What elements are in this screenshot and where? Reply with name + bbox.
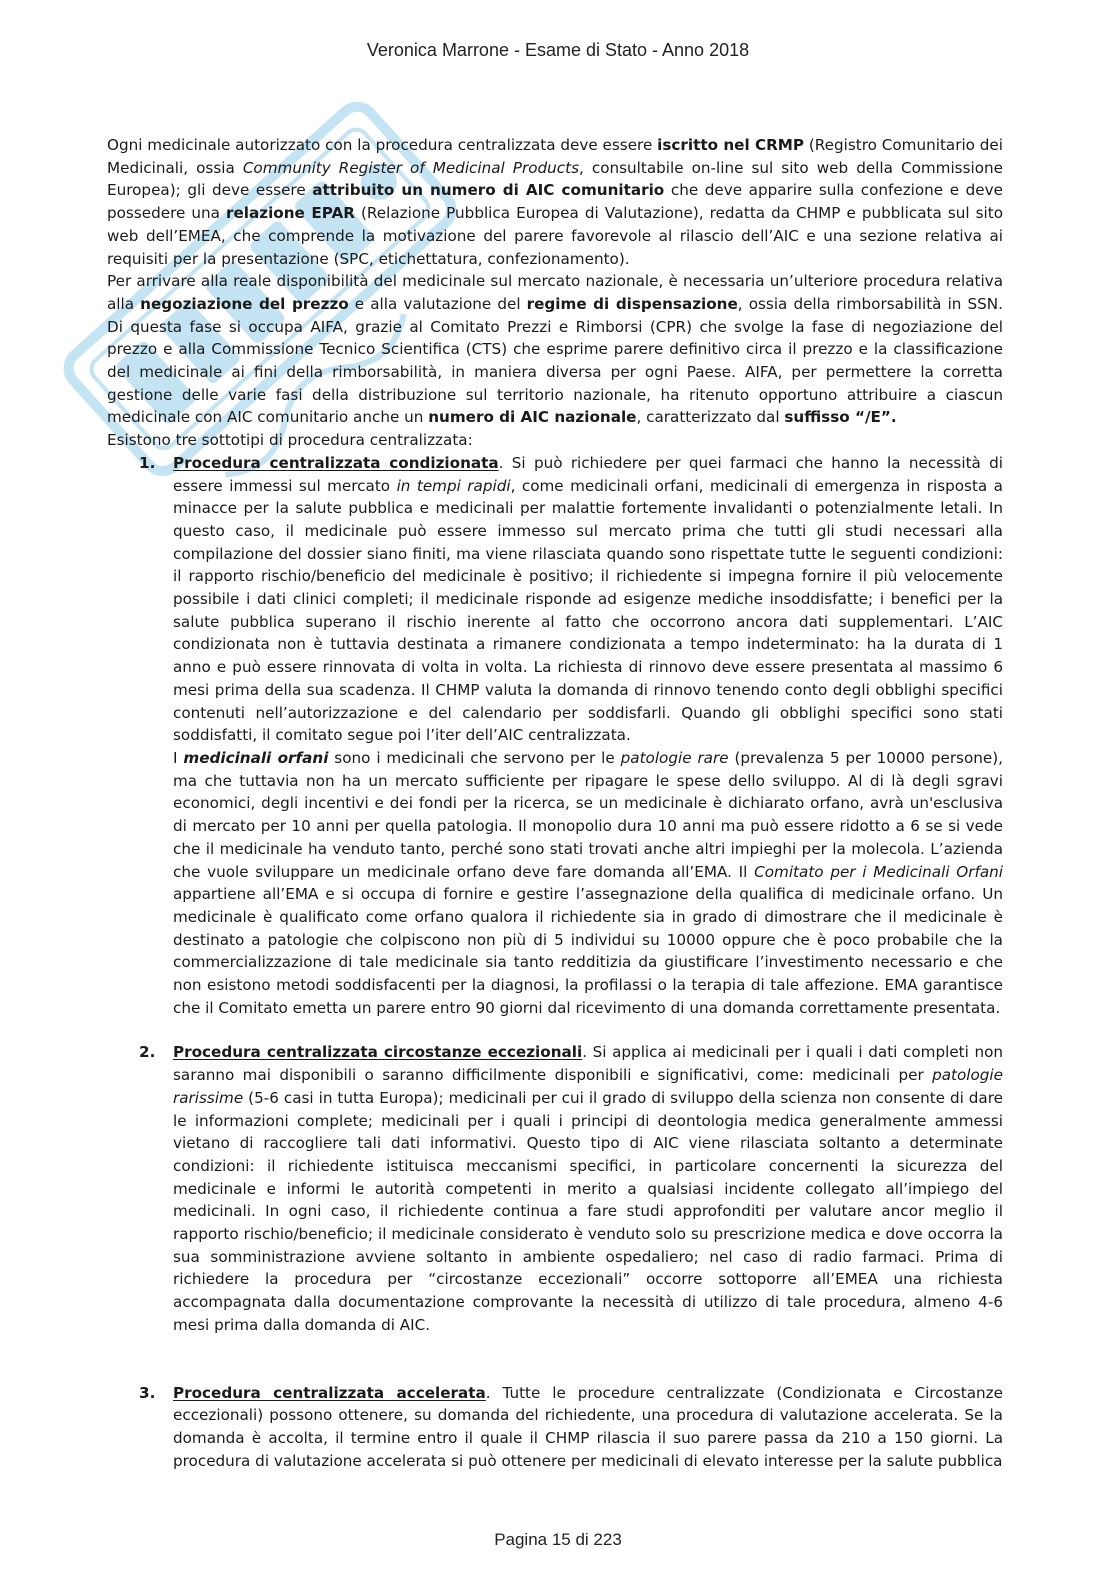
document-body (107, 134, 1003, 1472)
paragraph-intro-list: Esistono tre sottotipi di procedura centralizzata: (107, 431, 473, 450)
list-item-accelerata: 3. Procedura centralizzata accelerata. Tutte le procedure centralizzate (Condizionata e Circostanze eccezionali) possono ottenere, su domanda del richiedente, una procedura di valutazione accelerata. Se la domanda è accolta, il termine entro il quale il CHMP rilascia il suo parere passa da 210 a 150 giorni. La procedura di valutazione accelerata si può ottenere per medicinali di elevato interesse per la salute pubblica (139, 1383, 1003, 1470)
item-title: Procedura centralizzata condizionata (173, 453, 499, 472)
list-item-condizionata: 1. Procedura centralizzata condizionata. Si può richiedere per quei farmaci che hanno la necessità di essere immessi sul mercato in tempi rapidi, come medicinali orfani, medicinali di emergenza in risposta a minacce per la salute pubblica e medicinali per malattie fortemente invalidanti o potenzialmente letali. In questo caso, il medicinale può essere immesso sul mercato prima che tutti gli studi necessari alla compilazione del dossier siano finiti, ma viene rilasciata quando sono rispettate tutte le seguenti condizioni: il rapporto rischio/beneficio del medicinale è positivo; il richiedente si impegna fornire il più velocemente possibile i dati clinici completi; il medicinale risponde ad esigenze mediche insoddisfatte; i benefici per la salute pubblica superano il rischio inerente al fatto che occorrono ancora dati supplementari. L’AIC condizionata non è tuttavia destinata a rimanere condizionata a tempo indeterminato: ha la durata di 1 anno e può essere rinnovata di volta in volta. La richiesta di rinnovo deve essere presentata al massimo 6 mesi prima della sua scadenza. Il CHMP valuta la domanda di rinnovo tenendo conto degli obblighi specifici contenuti nell’autorizzazione e del calendario per soddisfarli. Quando gli obblighi specifici sono stati soddisfatti, il comitato segue poi l’iter dell’AIC centralizzata. I medicinali orfani sono i medicinali che servono per le patologie rare (prevalenza 5 per 10000 persone), ma che tuttavia non ha un mercato sufficiente per ripagare le spese dello sviluppo. Al di là degli sgravi economici, degli incentivi e dei fondi per la ricerca, se un medicinale è dichiarato orfano, avrà un'esclusiva di mercato per 10 anni per quella patologia. Il monopolio dura 10 anni ma può essere ridotto a 6 se si vede che il medicinale ha venduto tanto, perché sono stati trovati anche altri impieghi per la molecola. L’azienda che vuole sviluppare un medicinale orfano deve fare domanda all’EMA. Il Comitato per i Medicinali Orfani appartiene all’EMA e si occupa di fornire e gestire l’assegnazione della qualifica di medicinale orfano. Un medicinale è qualificato come orfano qualora il richiedente sia in grado di dimostrare che il medicinale è destinato a patologie che colpiscono non più di 5 individui su 10000 oppure che è poco probabile che la commercializzazione di tale medicinale sia tanto redditizia da giustificare l’investimento necessario e che non esistono metodi soddisfacenti per la diagnosi, la profilassi o la terapia di tale affezione. EMA garantisce che il Comitato emetta un parere entro 90 giorni dal ricevimento di una domanda correttamente presentata. (107, 452, 1003, 1020)
list-number: 1. (139, 453, 156, 472)
item-title: Procedura centralizzata circostanze eccezionali (173, 1043, 583, 1062)
item-title: Procedura centralizzata accelerata (173, 1383, 486, 1402)
page-header: Veronica Marrone - Esame di Stato - Anno 2018 (366, 40, 750, 60)
list-number: 3. (139, 1383, 156, 1402)
procedure-list (107, 452, 1003, 1473)
paragraph-orfani: I medicinali orfani sono i medicinali che servono per le patologie rare (prevalenza 5 per 10000 persone), ma che tuttavia non ha un mercato sufficiente per ripagare le spese dello sviluppo. Al di là degli sgravi economici, degli incentivi e dei fondi per la ricerca, se un medicinale è dichiarato orfano, avrà un'esclusiva di mercato per 10 anni per quella patologia. Il monopolio dura 10 anni ma può essere ridotto a 6 se si vede che il medicinale ha venduto tanto, perché sono stati trovati anche altri impieghi per la molecola. L’azienda che vuole sviluppare un medicinale orfano deve fare domanda all’EMA. Il Comitato per i Medicinali Orfani appartiene all’EMA e si occupa di fornire e gestire l’assegnazione della qualifica di medicinale orfano. Un medicinale è qualificato come orfano qualora il richiedente sia in grado di dimostrare che il medicinale è destinato a patologie che colpiscono non più di 5 individui su 10000 oppure che è poco probabile che la commercializzazione di tale medicinale sia tanto redditizia da giustificare l’investimento necessario e che non esistono metodi soddisfacenti per la diagnosi, la profilassi o la terapia di tale affezione. EMA garantisce che il Comitato emetta un parere entro 90 giorni dal ricevimento di una domanda correttamente presentata. (173, 748, 1003, 1017)
paragraph-crmp: Ogni medicinale autorizzato con la procedura centralizzata deve essere iscritto nel CRMP (Registro Comunitario dei Medicinali, ossia Community Register of Medicinal Products, consultabile on-line sul sito web della Commissione Europea); gli deve essere attribuito un numero di AIC comunitario che deve apparire sulla confezione e deve possedere una relazione EPAR (Relazione Pubblica Europea di Valutazione), redatta da CHMP e pubblicata sul sito web dell’EMEA, che comprende la motivazione del parere favorevole al rilascio dell’AIC e una sezione relativa ai requisiti per la presentazione (SPC, etichettatura, confezionamento). (107, 136, 1004, 268)
paragraph-negoziazione: Per arrivare alla reale disponibilità del medicinale sul mercato nazionale, è necessaria un’ulteriore procedura relativa alla negoziazione del prezzo e alla valutazione del regime di dispensazione, ossia della rimborsabilità in SSN. Di questa fase si occupa AIFA, grazie al Comitato Prezzi e Rimborsi (CPR) che svolge la fase di negoziazione del prezzo e alla Commissione Tecnico Scientifica (CTS) che esprime parere definitivo circa il prezzo e la classificazione del medicinale ai fini della rimborsabilità, in maniera diversa per ogni Paese. AIFA, per permettere la corretta gestione delle varie fasi della distribuzione sul territorio nazionale, ha ritenuto opportuno attribuire a ciascun medicinale con AIC comunitario anche un numero di AIC nazionale, caratterizzato dal suffisso “/E”. (107, 272, 1003, 427)
spacer (107, 1019, 1003, 1041)
spacer (107, 1337, 1003, 1382)
page-footer: Pagina 15 di 223 (494, 1530, 622, 1549)
list-number: 2. (139, 1043, 156, 1062)
list-item-circostanze: 2. Procedura centralizzata circostanze eccezionali. Si applica ai medicinali per i quali i dati completi non saranno mai disponibili o saranno difficilmente disponibili e significativi, come: medicinali per patologie rarissime (5-6 casi in tutta Europa); medicinali per cui il grado di sviluppo della scienza non consente di dare le informazioni complete; medicinali per i quali i principi di deontologia medica generalmente ammessi vietano di raccogliere tali dati informativi. Questo tipo di AIC viene rilasciata soltanto a determinate condizioni: il richiedente istituisca meccanismi specifici, in particolare concernenti la sicurezza del medicinale e informi le autorità competenti in merito a qualsiasi incidente collegato all’impiego del medicinali. In ogni caso, il richiedente continua a fare studi approfonditi per valutare ancor meglio il rapporto rischio/beneficio; il medicinale considerato è venduto solo su prescrizione medica e dove occorra la sua somministrazione avviene soltanto in ambiente ospedaliero; nel caso di radio farmaci. Prima di richiedere la procedura per “circostanze eccezionali” occorre sottoporre all’EMEA una richiesta accompagnata dalla documentazione comprovante la necessità di utilizzo di tale procedura, almeno 4-6 mesi prima dalla domanda di AIC. (139, 1043, 1003, 1334)
